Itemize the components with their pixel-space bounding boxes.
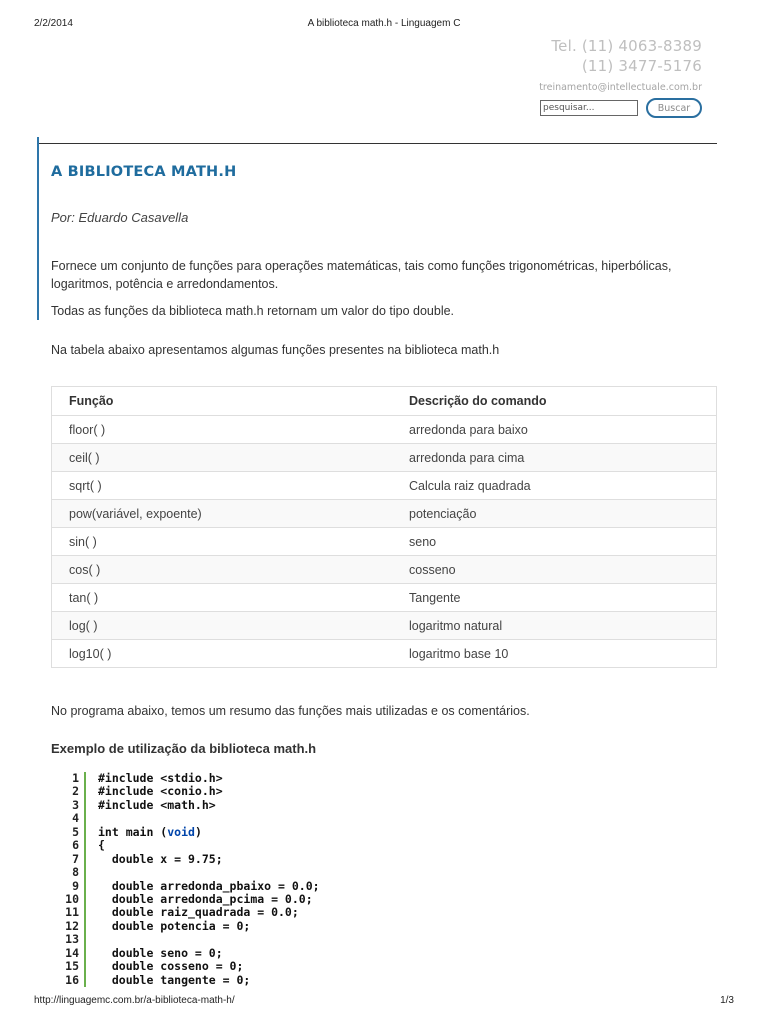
page-url[interactable]: http://linguagemc.com.br/a-biblioteca-math-h/	[34, 995, 235, 1006]
description-cell: potenciação	[392, 500, 717, 528]
code-line	[51, 906, 717, 919]
article-intro	[51, 164, 717, 357]
code-text: int main (void)	[98, 824, 202, 839]
line-number: 13	[65, 932, 79, 947]
description-cell: Tangente	[392, 584, 717, 612]
code-gutter	[84, 826, 86, 839]
code-text: double raiz_quadrada = 0.0;	[98, 905, 299, 920]
contact-info	[539, 36, 702, 93]
code-gutter	[84, 853, 86, 866]
line-number: 9	[72, 878, 79, 893]
line-number: 3	[72, 797, 79, 812]
code-gutter	[84, 906, 86, 919]
table-row	[52, 584, 717, 612]
code-line	[51, 839, 717, 852]
function-cell: pow(variável, expoente)	[52, 500, 393, 528]
code-gutter	[84, 799, 86, 812]
code-line	[51, 812, 717, 825]
code-gutter	[84, 866, 86, 879]
code-gutter	[84, 933, 86, 946]
code-line	[51, 772, 717, 785]
column-header-function: Função	[52, 387, 393, 416]
function-cell: ceil( )	[52, 444, 393, 472]
code-line	[51, 960, 717, 973]
code-line	[51, 866, 717, 879]
table-row	[52, 472, 717, 500]
description-cell: seno	[392, 528, 717, 556]
print-date: 2/2/2014	[34, 18, 73, 29]
description-cell: logaritmo base 10	[392, 640, 717, 668]
line-number: 4	[72, 811, 79, 826]
line-number: 14	[65, 945, 79, 960]
table-header-row	[52, 387, 717, 416]
code-line	[51, 853, 717, 866]
line-number: 12	[65, 918, 79, 933]
print-page-title: A biblioteca math.h - Linguagem C	[307, 18, 461, 29]
code-gutter	[84, 893, 86, 906]
column-header-description: Descrição do comando	[392, 387, 717, 416]
line-number: 5	[72, 824, 79, 839]
code-line	[51, 893, 717, 906]
table-row	[52, 640, 717, 668]
header-divider	[38, 143, 717, 144]
description-cell: cosseno	[392, 556, 717, 584]
program-intro-paragraph: No programa abaixo, temos um resumo das funções mais utilizadas e os comentários.	[51, 704, 530, 718]
code-gutter	[84, 947, 86, 960]
function-cell: sin( )	[52, 528, 393, 556]
article-title: A BIBLIOTECA MATH.H	[51, 164, 237, 180]
code-gutter	[84, 974, 86, 987]
table-row	[52, 444, 717, 472]
line-number: 1	[72, 772, 79, 785]
code-line	[51, 947, 717, 960]
table-row	[52, 612, 717, 640]
line-number: 16	[65, 972, 79, 987]
code-text: double potencia = 0;	[98, 918, 251, 933]
code-gutter	[84, 772, 86, 785]
article-byline: Por: Eduardo Casavella	[51, 210, 189, 225]
search-input[interactable]	[540, 100, 638, 116]
function-cell: log( )	[52, 612, 393, 640]
line-number: 7	[72, 851, 79, 866]
phone-number-2: (11) 3477-5176	[581, 57, 702, 75]
search-button[interactable]: Buscar	[646, 98, 702, 118]
code-gutter	[84, 960, 86, 973]
phone-number-1: Tel. (11) 4063-8389	[551, 37, 702, 55]
code-text: double arredonda_pbaixo = 0.0;	[98, 878, 320, 893]
code-gutter	[84, 839, 86, 852]
code-line	[51, 826, 717, 839]
line-number: 8	[72, 865, 79, 880]
code-line	[51, 785, 717, 798]
table-row	[52, 416, 717, 444]
print-header	[34, 18, 734, 32]
description-cell: Calcula raiz quadrada	[392, 472, 717, 500]
functions-table	[51, 386, 717, 668]
line-number: 10	[65, 891, 79, 906]
code-line	[51, 880, 717, 893]
code-text: #include <stdio.h>	[98, 772, 223, 785]
code-block	[51, 772, 717, 990]
code-text: #include <math.h>	[98, 797, 216, 812]
description-cell: arredonda para cima	[392, 444, 717, 472]
line-number: 11	[65, 905, 79, 920]
code-gutter	[84, 920, 86, 933]
table-row	[52, 556, 717, 584]
table-row	[52, 528, 717, 556]
table-intro-paragraph: Na tabela abaixo apresentamos algumas funções presentes na biblioteca math.h	[51, 343, 500, 357]
code-text: double arredonda_pcima = 0.0;	[98, 891, 313, 906]
print-footer	[34, 995, 734, 1009]
code-gutter	[84, 812, 86, 825]
function-cell: floor( )	[52, 416, 393, 444]
contact-email[interactable]: treinamento@intellectuale.com.br	[539, 82, 702, 93]
line-number: 6	[72, 838, 79, 853]
code-line	[51, 799, 717, 812]
code-text: double cosseno = 0;	[98, 959, 244, 974]
function-cell: cos( )	[52, 556, 393, 584]
code-keyword: void	[167, 824, 195, 839]
page-indicator: 1/3	[720, 995, 734, 1006]
code-text: #include <conio.h>	[98, 784, 223, 799]
code-gutter	[84, 785, 86, 798]
code-text: {	[98, 838, 105, 853]
code-line	[51, 974, 717, 987]
function-cell: tan( )	[52, 584, 393, 612]
search-bar	[540, 98, 702, 118]
article-accent-bar	[37, 137, 39, 320]
intro-paragraph: Fornece um conjunto de funções para operações matemáticas, tais como funções trigonométricas, hiperbólicas, logaritmos, potência e arredondamentos.	[51, 259, 672, 291]
function-cell: sqrt( )	[52, 472, 393, 500]
example-heading: Exemplo de utilização da biblioteca math.h	[51, 741, 317, 756]
code-line	[51, 933, 717, 946]
code-gutter	[84, 880, 86, 893]
line-number: 15	[65, 959, 79, 974]
line-number: 2	[72, 784, 79, 799]
return-type-paragraph: Todas as funções da biblioteca math.h retornam um valor do tipo double.	[51, 304, 455, 318]
code-line	[51, 920, 717, 933]
code-text: double seno = 0;	[98, 945, 223, 960]
code-text: double x = 9.75;	[98, 851, 223, 866]
function-cell: log10( )	[52, 640, 393, 668]
description-cell: arredonda para baixo	[392, 416, 717, 444]
table-row	[52, 500, 717, 528]
description-cell: logaritmo natural	[392, 612, 717, 640]
code-text: double tangente = 0;	[98, 972, 251, 987]
